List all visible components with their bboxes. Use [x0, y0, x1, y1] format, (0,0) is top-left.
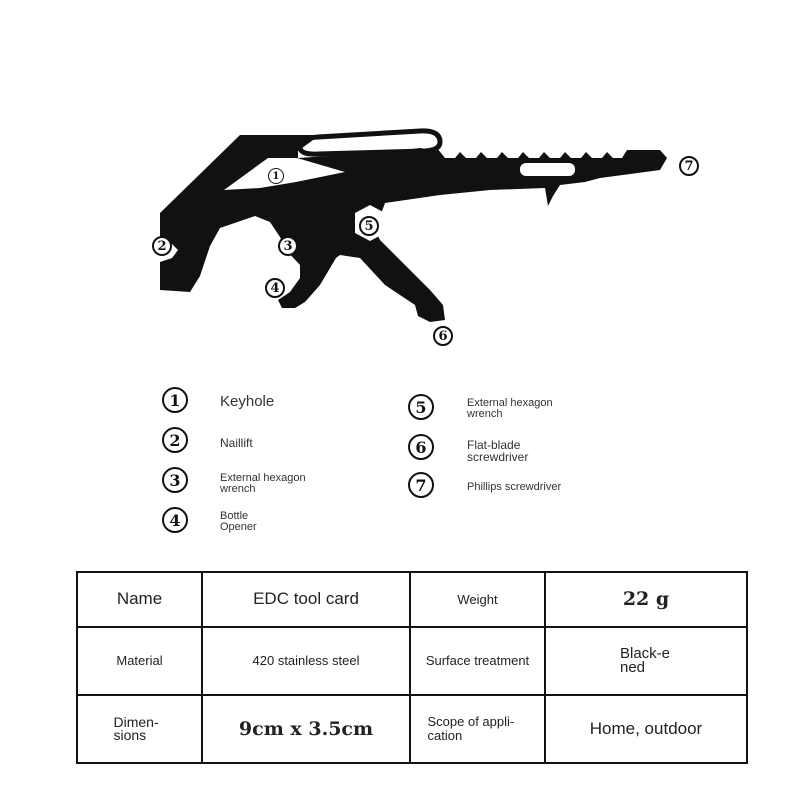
- legend-label-6: Flat-blade screwdriver: [467, 438, 529, 464]
- dimensions-label-text: Dimen-sions: [113, 713, 159, 743]
- weight-label: Weight: [410, 572, 545, 627]
- edc-tool-image: [0, 0, 800, 360]
- scope-label-text: Scope of appli-cation: [427, 713, 515, 743]
- name-value: EDC tool card: [202, 572, 410, 627]
- scope-label: [410, 695, 545, 763]
- marker-7: 7: [679, 156, 699, 176]
- legend-label-5: External hexagon wrench: [467, 397, 553, 420]
- scope-value: Home, outdoor: [545, 695, 747, 763]
- specs-table: [76, 571, 748, 764]
- marker-3: 3: [278, 236, 298, 256]
- marker-1: 1: [268, 168, 284, 184]
- legend-num-5: 5: [408, 394, 434, 420]
- legend-label-3: External hexagon wrench: [220, 472, 306, 495]
- dimensions-label: [77, 695, 202, 763]
- legend-num-6: 6: [408, 434, 434, 460]
- surface-value-text: Black-ened: [620, 644, 671, 676]
- legend-label-7: Phillips screwdriver: [467, 481, 562, 493]
- legend-num-3: 3: [162, 467, 188, 493]
- marker-6: 6: [433, 326, 453, 346]
- table-row: [77, 627, 747, 695]
- marker-2: 2: [152, 236, 172, 256]
- legend-num-2: 2: [162, 427, 188, 453]
- weight-value: 22 g: [545, 572, 747, 627]
- legend-label-1: Keyhole: [220, 393, 275, 410]
- legend-num-7: 7: [408, 472, 434, 498]
- dimensions-value: 9cm x 3.5cm: [202, 695, 410, 763]
- tool-body: [160, 135, 667, 322]
- material-value: 420 stainless steel: [202, 627, 410, 695]
- marker-4: 4: [265, 278, 285, 298]
- legend-label-2: Naillift: [220, 436, 253, 450]
- legend-label-4: Bottle Opener: [220, 510, 257, 533]
- surface-label: Surface treatment: [410, 627, 545, 695]
- name-label: Name: [77, 572, 202, 627]
- table-row: [77, 695, 747, 763]
- slot-cutout: [520, 163, 575, 176]
- legend-num-1: 1: [162, 387, 188, 413]
- surface-value: [545, 627, 747, 695]
- table-row: [77, 572, 747, 627]
- material-label: Material: [77, 627, 202, 695]
- legend-num-4: 4: [162, 507, 188, 533]
- marker-5: 5: [359, 216, 379, 236]
